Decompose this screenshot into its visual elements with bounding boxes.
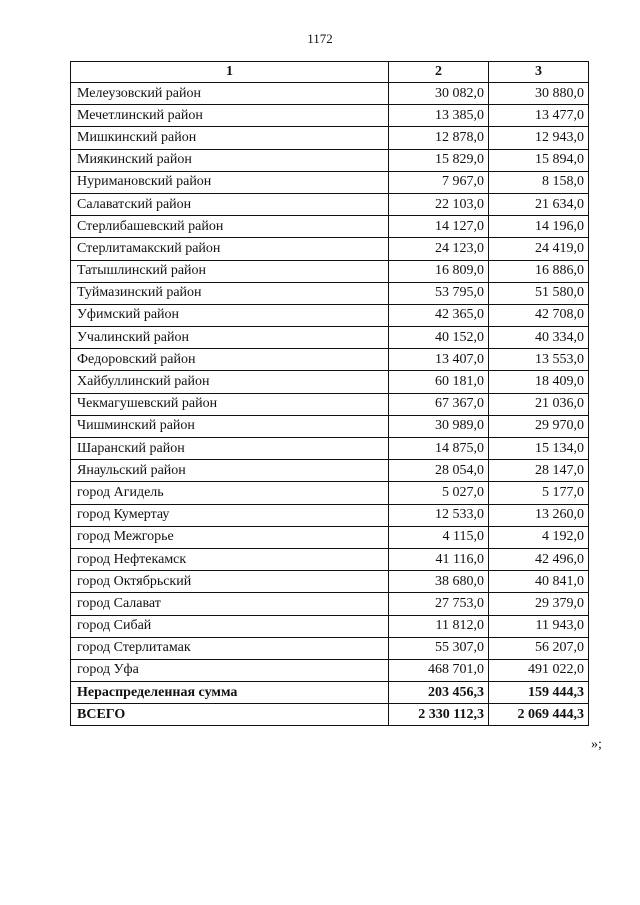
- territory-name: Шаранский район: [71, 438, 389, 460]
- table-row: [71, 371, 589, 393]
- page-number: 1172: [307, 31, 333, 46]
- amount-col-3: 51 580,0: [489, 282, 589, 304]
- territory-name: Туймазинский район: [71, 282, 389, 304]
- table-header-row: [71, 62, 589, 83]
- column-header-1: 1: [71, 62, 389, 83]
- territory-name: город Кумертау: [71, 504, 389, 526]
- amount-col-3: 12 943,0: [489, 127, 589, 149]
- amount-col-2: 7 967,0: [389, 171, 489, 193]
- unallocated-col-2: 203 456,3: [389, 682, 489, 704]
- table-row: [71, 238, 589, 260]
- amount-col-3: 5 177,0: [489, 482, 589, 504]
- table-row: [71, 327, 589, 349]
- amount-col-3: 15 134,0: [489, 438, 589, 460]
- amount-col-3: 21 036,0: [489, 393, 589, 415]
- table-row: [71, 349, 589, 371]
- total-col-3: 2 069 444,3: [489, 704, 589, 726]
- table-row: [71, 593, 589, 615]
- amount-col-2: 11 812,0: [389, 615, 489, 637]
- table-row: [71, 615, 589, 637]
- amount-col-2: 55 307,0: [389, 637, 489, 659]
- amount-col-3: 13 260,0: [489, 504, 589, 526]
- amount-col-2: 27 753,0: [389, 593, 489, 615]
- territory-name: Мечетлинский район: [71, 105, 389, 127]
- amount-col-2: 4 115,0: [389, 526, 489, 548]
- territory-name: Миякинский район: [71, 149, 389, 171]
- amount-col-2: 40 152,0: [389, 327, 489, 349]
- table-row: [71, 482, 589, 504]
- column-header-3: 3: [489, 62, 589, 83]
- amount-col-2: 14 127,0: [389, 216, 489, 238]
- amount-col-3: 4 192,0: [489, 526, 589, 548]
- total-col-2: 2 330 112,3: [389, 704, 489, 726]
- amount-col-3: 13 553,0: [489, 349, 589, 371]
- table-row: [71, 171, 589, 193]
- amount-col-2: 67 367,0: [389, 393, 489, 415]
- amount-col-3: 18 409,0: [489, 371, 589, 393]
- amount-col-3: 42 496,0: [489, 548, 589, 570]
- amount-col-2: 53 795,0: [389, 282, 489, 304]
- table-row: [71, 83, 589, 105]
- amount-col-2: 14 875,0: [389, 438, 489, 460]
- territory-name: Салаватский район: [71, 193, 389, 215]
- amount-col-3: 30 880,0: [489, 83, 589, 105]
- table-row: [71, 304, 589, 326]
- territory-name: Стерлибашевский район: [71, 216, 389, 238]
- amount-col-2: 468 701,0: [389, 659, 489, 681]
- amount-col-2: 38 680,0: [389, 571, 489, 593]
- table-row: [71, 438, 589, 460]
- amount-col-3: 8 158,0: [489, 171, 589, 193]
- territory-name: город Агидель: [71, 482, 389, 504]
- territory-name: Чишминский район: [71, 415, 389, 437]
- amount-col-2: 12 878,0: [389, 127, 489, 149]
- territory-name: город Уфа: [71, 659, 389, 681]
- table-row: [71, 460, 589, 482]
- table-row: [71, 282, 589, 304]
- amount-col-2: 5 027,0: [389, 482, 489, 504]
- table-row: [71, 127, 589, 149]
- amount-col-2: 60 181,0: [389, 371, 489, 393]
- amount-col-3: 40 334,0: [489, 327, 589, 349]
- amount-col-2: 16 809,0: [389, 260, 489, 282]
- territory-name: город Салават: [71, 593, 389, 615]
- table-row: [71, 105, 589, 127]
- total-row: [71, 704, 589, 726]
- unallocated-col-3: 159 444,3: [489, 682, 589, 704]
- amount-col-3: 28 147,0: [489, 460, 589, 482]
- amount-col-2: 13 407,0: [389, 349, 489, 371]
- territory-name: Хайбуллинский район: [71, 371, 389, 393]
- amount-col-3: 40 841,0: [489, 571, 589, 593]
- territory-name: Стерлитамакский район: [71, 238, 389, 260]
- unallocated-row: [71, 682, 589, 704]
- territory-name: Уфимский район: [71, 304, 389, 326]
- territory-name: Мишкинский район: [71, 127, 389, 149]
- territory-name: город Нефтекамск: [71, 548, 389, 570]
- table-row: [71, 526, 589, 548]
- table-row: [71, 216, 589, 238]
- territory-name: город Межгорье: [71, 526, 389, 548]
- territory-name: Нуримановский район: [71, 171, 389, 193]
- territory-name: Чекмагушевский район: [71, 393, 389, 415]
- amount-col-3: 29 379,0: [489, 593, 589, 615]
- territory-name: Учалинский район: [71, 327, 389, 349]
- territory-name: город Стерлитамак: [71, 637, 389, 659]
- amount-col-2: 15 829,0: [389, 149, 489, 171]
- amount-col-3: 16 886,0: [489, 260, 589, 282]
- territory-name: город Сибай: [71, 615, 389, 637]
- amount-col-2: 13 385,0: [389, 105, 489, 127]
- total-label: ВСЕГО: [71, 704, 389, 726]
- amount-col-3: 56 207,0: [489, 637, 589, 659]
- amount-col-2: 42 365,0: [389, 304, 489, 326]
- territory-name: Мелеузовский район: [71, 83, 389, 105]
- territory-name: Федоровский район: [71, 349, 389, 371]
- amount-col-3: 14 196,0: [489, 216, 589, 238]
- amount-col-2: 24 123,0: [389, 238, 489, 260]
- table-row: [71, 637, 589, 659]
- amount-col-3: 13 477,0: [489, 105, 589, 127]
- amount-col-3: 29 970,0: [489, 415, 589, 437]
- amount-col-2: 41 116,0: [389, 548, 489, 570]
- unallocated-label: Нераспределенная сумма: [71, 682, 389, 704]
- amount-col-3: 21 634,0: [489, 193, 589, 215]
- table-row: [71, 548, 589, 570]
- territory-name: Татышлинский район: [71, 260, 389, 282]
- territory-name: Янаульский район: [71, 460, 389, 482]
- budget-distribution-table: [70, 61, 589, 726]
- table-row: [71, 260, 589, 282]
- amount-col-3: 11 943,0: [489, 615, 589, 637]
- amount-col-3: 491 022,0: [489, 659, 589, 681]
- table-row: [71, 415, 589, 437]
- territory-name: город Октябрьский: [71, 571, 389, 593]
- amount-col-3: 24 419,0: [489, 238, 589, 260]
- amount-col-3: 15 894,0: [489, 149, 589, 171]
- table-row: [71, 149, 589, 171]
- column-header-2: 2: [389, 62, 489, 83]
- table-row: [71, 193, 589, 215]
- amount-col-2: 30 082,0: [389, 83, 489, 105]
- amount-col-2: 22 103,0: [389, 193, 489, 215]
- table-row: [71, 659, 589, 681]
- closing-quote-mark: »;: [591, 737, 602, 752]
- amount-col-2: 28 054,0: [389, 460, 489, 482]
- amount-col-3: 42 708,0: [489, 304, 589, 326]
- amount-col-2: 30 989,0: [389, 415, 489, 437]
- table-row: [71, 393, 589, 415]
- table-row: [71, 504, 589, 526]
- table-row: [71, 571, 589, 593]
- amount-col-2: 12 533,0: [389, 504, 489, 526]
